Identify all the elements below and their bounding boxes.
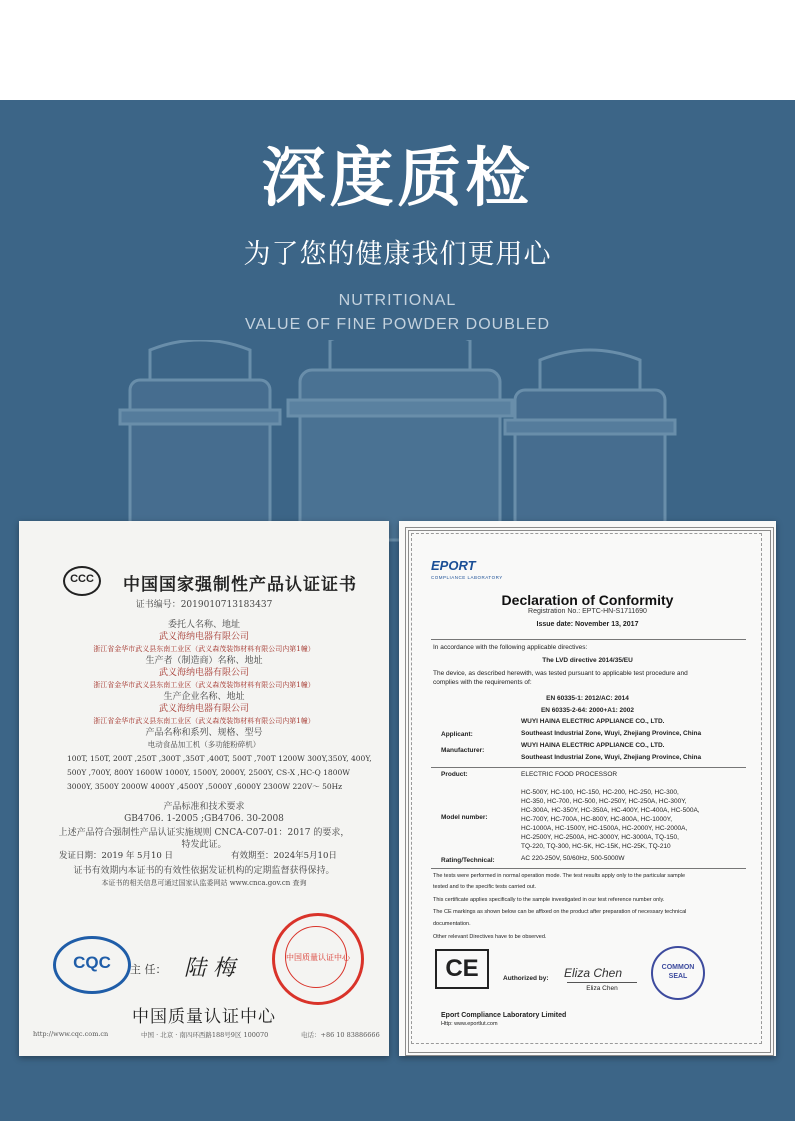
statement-line-2: 特发此证。 [181,840,227,850]
manufacturer-address: Southeast Industrial Zone, Wuyi, Zhejiang Province, China [521,754,702,761]
product-models-1: 100T, 150T, 200T ,250T ,300T ,350T ,400T, 500T ,700T 1200W 300Y,350Y, 400Y, [67,754,372,763]
divider [431,767,746,768]
divider [431,639,746,640]
product-name: 电动食品加工机（多功能粉碎机） [147,740,261,749]
authorized-signature: Eliza Chen [564,966,623,980]
cqc-seal-icon: 中国质量认证中心 [272,913,364,1005]
ccc-logo-icon: CCC [63,566,101,596]
rating-value: AC 220-250V, 50/60Hz, 500-5000W [521,855,625,862]
model-number-label: Model number: [441,814,488,821]
signer-name: Eliza Chen [567,982,637,993]
product-label: 产品名称和系列、规格、型号 [145,728,263,738]
product-value: ELECTRIC FOOD PROCESSOR [521,771,618,778]
models-line-5: HC-1000A, HC-1500Y, HC-1500A, HC-2000Y, HC-2000A, [521,825,688,832]
english-tagline-1: NUTRITIONAL [338,292,457,309]
models-line-3: HC-300A, HC-350Y, HC-350A, HC-400Y, HC-400A, HC-500A, [521,807,700,814]
director-signature: 陆 梅 [184,956,235,981]
divider [431,868,746,869]
standard-label: 产品标准和技术要求 [163,802,245,812]
models-line-6: HC-2500Y, HC-2500A, HC-3000Y, HC-3000A, TQ-150, [521,834,679,841]
declaration-title: Declaration of Conformity [501,592,674,608]
page-subheadline: 为了您的健康我们更用心 [243,239,552,270]
note-5: documentation. [433,921,471,927]
cqc-logo-icon: CQC [53,936,131,994]
footer-phone: 电话：+86 10 83886666 [301,1031,380,1039]
maker-name: 武义海纳电器有限公司 [158,668,249,678]
product-models-2: 500Y ,700Y, 800Y 1600W 1000Y, 1500Y, 2000Y, 2500Y, CS-X ,HC-Q 1800W [67,768,350,777]
footer-address: 中国 · 北京 · 南四环西路188号9区 100070 [141,1031,269,1039]
note-4: The CE markings as shown below can be affixed on the product after preparation of necessary technical [433,909,687,915]
maker-label: 生产者（制造商）名称、地址 [145,656,263,666]
applicant-label: Applicant: [441,731,473,738]
issue-date: 发证日期：2019 年 5月10 日 [59,851,173,861]
note-2: tested and to the specific tests carried out. [433,884,537,890]
factory-name: 武义海纳电器有限公司 [158,704,249,714]
expire-date: 有效期至：2024年5月10日 [231,851,337,861]
registration-number: Registration No.: EPTC-HN-S1711690 [528,608,647,615]
ce-mark-icon: CE [435,949,489,989]
authorized-label: Authorized by: [503,975,549,982]
factory-label: 生产企业名称、地址 [163,692,245,702]
models-line-4: HC-700Y, HC-700A, HC-800Y, HC-800A, HC-1000Y, [521,816,673,823]
ce-declaration-certificate [399,521,776,1056]
director-label: 主 任： [130,963,167,976]
validity-note: 证书有效期内本证书的有效性依据发证机构的定期监督获得保持。 [73,866,335,876]
applicant-address: Southeast Industrial Zone, Wuyi, Zhejiang Province, China [521,730,702,737]
client-name: 武义海纳电器有限公司 [158,632,249,642]
note-6: Other relevant Directives have to be observed. [433,934,547,940]
note-1: The tests were performed in normal operation mode. The test results apply only to the particular sample [433,873,686,879]
rating-label: Rating/Technical: [441,857,495,864]
footer-url: http://www.cqc.com.cn [33,1030,109,1038]
maker-address: 浙江省金华市武义县东南工业区（武义森茂装饰材料有限公司内第1幢） [93,681,315,689]
standard-2: EN 60335-2-64: 2000+A1: 2002 [540,707,635,714]
manufacturer-name: WUYI HAINA ELECTRIC APPLIANCE CO., LTD. [521,742,665,749]
client-label: 委托人名称、地址 [167,620,240,630]
ccc-certificate [19,521,389,1056]
issuing-body: 中国质量认证中心 [132,1007,276,1027]
query-note: 本证书的相关信息可通过国家认监委网站 www.cnca.gov.cn 查询 [101,879,307,887]
english-tagline-2: VALUE OF FINE POWDER DOUBLED [244,316,551,333]
eport-logo-subtitle: COMPLIANCE LABORATORY [431,575,503,580]
device-text-1: The device, as described herewith, was tested pursuant to applicable test procedure and [433,670,688,677]
lab-name: Eport Compliance Laboratory Limited [441,1012,567,1019]
ccc-certificate-title: 中国国家强制性产品认证证书 [123,575,357,595]
standard-value: GB4706. 1-2005 ;GB4706. 30-2008 [124,814,284,824]
certificate-number: 证书编号：2019010713183437 [135,600,273,610]
client-address: 浙江省金华市武义县东南工业区（武义森茂装饰材料有限公司内第1幢） [93,645,315,653]
product-models-3: 3000Y, 3500Y 2000W 4000Y ,4500Y ,5000Y ,6000Y 2300W 220V～ 50Hz [67,782,343,791]
note-3: This certificate applies specifically to the sample investigated in our test reference number only. [433,897,665,903]
product-label: Product: [441,771,468,778]
top-margin [0,0,795,100]
lab-url: Http: www.eportlut.com [441,1021,498,1027]
eport-logo-icon: EPORT [431,558,476,573]
standard-1: EN 60335-1: 2012/AC: 2014 [546,695,629,702]
models-line-7: TQ-220, TQ-300, HC-5K, HC-15K, HC-25K, TQ-210 [521,843,671,850]
page-headline: 深度质检 [261,142,534,216]
grinder-machines-illustration [0,340,795,550]
statement-line-1: 上述产品符合强制性产品认证实施规则 CNCA-C07-01：2017 的要求， [58,828,350,838]
models-line-1: HC-500Y, HC-100, HC-150, HC-200, HC-250, HC-300, [521,789,679,796]
directives-intro: In accordance with the following applicable directives: [433,644,588,651]
manufacturer-label: Manufacturer: [441,747,485,754]
directive: The LVD directive 2014/35/EU [542,657,633,664]
common-seal-icon: COMMON SEAL [651,946,705,1000]
models-line-2: HC-350, HC-700, HC-500, HC-250Y, HC-250A, HC-300Y, [521,798,687,805]
device-text-2: complies with the requirements of: [433,679,532,686]
applicant-name: WUYI HAINA ELECTRIC APPLIANCE CO., LTD. [521,718,665,725]
issue-date: Issue date: November 13, 2017 [536,621,639,628]
factory-address: 浙江省金华市武义县东南工业区（武义森茂装饰材料有限公司内第1幢） [93,717,315,725]
